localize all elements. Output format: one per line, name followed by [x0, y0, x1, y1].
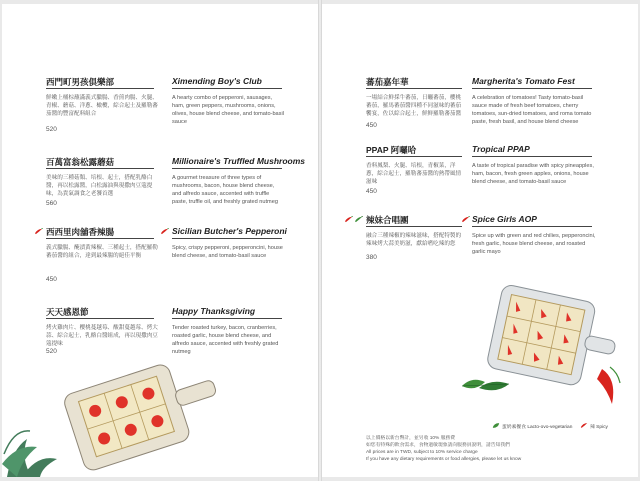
item-price: 380 — [366, 254, 377, 261]
item-zh-desc: 烤火雞肉片、櫻桃蔓越莓、酸甜蔓越莓、烤大蒜、綜合起士，乳酪白醬組成，再以現撒肉豆蔻提味 — [46, 325, 158, 347]
item-divider — [172, 238, 282, 239]
item-en-name: Ximending Boy's Club — [172, 76, 262, 86]
pizza-board-illustration — [2, 359, 232, 477]
item-divider — [46, 88, 154, 89]
item-en-name: Sicilian Butcher's Pepperoni — [172, 226, 287, 236]
item-zh-name: 天天感恩節 — [46, 307, 89, 317]
chili-icon — [580, 422, 588, 429]
item-en-desc: Spicy, crispy pepperoni, pepperoncini, house blend cheese, and tomato-basil sauce — [172, 245, 283, 259]
item-divider — [366, 226, 462, 227]
chili-icon — [160, 228, 169, 235]
footnote: All prices are in TWD, subject to 10% service charge — [366, 450, 478, 455]
item-en-desc: Spice up with green and red chilies, pepperoncini, fresh garlic, house blend cheese, and roasted garlic mayo — [472, 233, 596, 255]
item-en-name: Happy Thanksgiving — [172, 306, 256, 316]
item-zh-name: 西門町男孩俱樂部 — [46, 77, 115, 87]
menu-left-page — [2, 4, 318, 477]
item-en-desc: A gourmet treasure of three types of mushrooms, bacon, house blend cheese, and alfredo sauce, accented with truffle paste, truffle oil, and freshly grated nutmeg — [172, 175, 278, 205]
item-zh-name: PPAP 阿囉哈 — [366, 145, 417, 155]
vegetarian-icon — [492, 422, 500, 429]
item-zh-desc: 融合三種辣椒的辣味滋味，搭配特製的辣味烤大蒜美奶滋，獻給嗜吃辣的您 — [366, 233, 462, 247]
item-zh-name: 辣妹合唱團 — [366, 215, 409, 225]
item-divider — [472, 88, 592, 89]
chili-icon — [34, 228, 43, 235]
footnote: 如您有特殊的飲食需求，食物過敏現象請向服務員說明，請告知我們 — [366, 443, 510, 448]
item-price: 450 — [366, 122, 377, 129]
item-divider — [172, 168, 282, 169]
item-divider — [46, 168, 154, 169]
item-en-name: Spice Girls AOP — [472, 214, 537, 224]
menu-right-page — [322, 4, 638, 477]
item-zh-name: 百萬富翁松露蘑菇 — [46, 157, 115, 167]
basil-leaves-illustration — [457, 374, 517, 396]
chili-icon — [344, 216, 353, 223]
item-divider — [472, 156, 592, 157]
item-en-desc: A hearty combo of pepperoni, sausages, ham, green peppers, mushrooms, onions, olives, house blend cheese, and tomato-basil sauce — [172, 95, 284, 125]
item-zh-desc: 一場結合鮮採牛蕃茄，日曬蕃茄，櫻桃蕃茄，羅馬蕃茄醬四種不同滋味的蕃茄饗宴，佐以綜合起士，鮮鮮羅勒蕃茄醬 — [366, 95, 462, 117]
item-price: 450 — [366, 188, 377, 195]
item-divider — [366, 88, 462, 89]
legend-vegetarian: 蛋奶素餐食 Lacto-ovo-vegetarian — [502, 425, 573, 430]
item-en-desc: Tender roasted turkey, bacon, cranberries, roasted garlic, house blend cheese, and alfredo sauce, accented with freshly grated nutmeg — [172, 325, 279, 355]
legend-spicy: 辣 Spicy — [590, 425, 608, 430]
item-price: 450 — [46, 276, 57, 283]
item-zh-desc: 鮮嫩上桶棕蘸滿義式臘腸、香煎肉腸、火腿、青椒、蘑菇、洋蔥、橄欖，綜合起士及羅勒蕃茄醬的豐富配料組合 — [46, 95, 158, 117]
item-zh-name: 蕃茄嘉年華 — [366, 77, 409, 87]
item-en-name: Tropical PPAP — [472, 144, 530, 154]
item-divider — [46, 318, 154, 319]
footnote: If you have any dietary requirements or food allergies, please let us know — [366, 457, 522, 462]
item-price: 520 — [46, 126, 57, 133]
footnote: 以上價格以新台幣計，並另收 10% 服務費 — [366, 436, 456, 441]
chili-icon — [354, 216, 363, 223]
item-price: 520 — [46, 348, 57, 355]
item-en-desc: A taste of tropical paradise with spicy pineapples, ham, bacon, fresh green apples, onions, house blend cheese, and tomato-basil sauce — [472, 163, 594, 185]
item-zh-desc: 義式臘腸、醃漬黃辣椒、三種起士，搭配羅勒蕃茄醬的組合，達到最辣腸的絕佳平衡 — [46, 245, 158, 259]
chili-icon — [461, 216, 470, 223]
item-zh-desc: 香料鳳梨、火腿、培根，青椒菜，洋蔥，綜合起士，羅勒蕃茄醬的熱帶風情滋味 — [366, 163, 462, 185]
item-zh-desc: 美味的三種菇類、培根、起士，搭配乳酪白醬，再以松露醬，白松露油與現撒肉豆蔻提味，為貴氣調食之老饕首選 — [46, 175, 153, 197]
item-divider — [172, 88, 282, 89]
item-zh-name: 西西里肉舖香辣腸 — [46, 227, 115, 237]
item-divider — [46, 238, 154, 239]
item-divider — [172, 318, 282, 319]
item-en-name: Margherita's Tomato Fest — [472, 76, 575, 86]
item-divider — [472, 226, 592, 227]
item-en-name: Millionaire's Truffled Mushrooms — [172, 156, 306, 166]
item-en-desc: A celebration of tomatoes! Tasty tomato-basil sauce made of fresh beef tomatoes, cherry tomatoes, sun-dried tomatoes, and roma tomato paste, fresh basil, and house blend cheese — [472, 95, 592, 125]
item-price: 560 — [46, 200, 57, 207]
item-divider — [366, 156, 462, 157]
